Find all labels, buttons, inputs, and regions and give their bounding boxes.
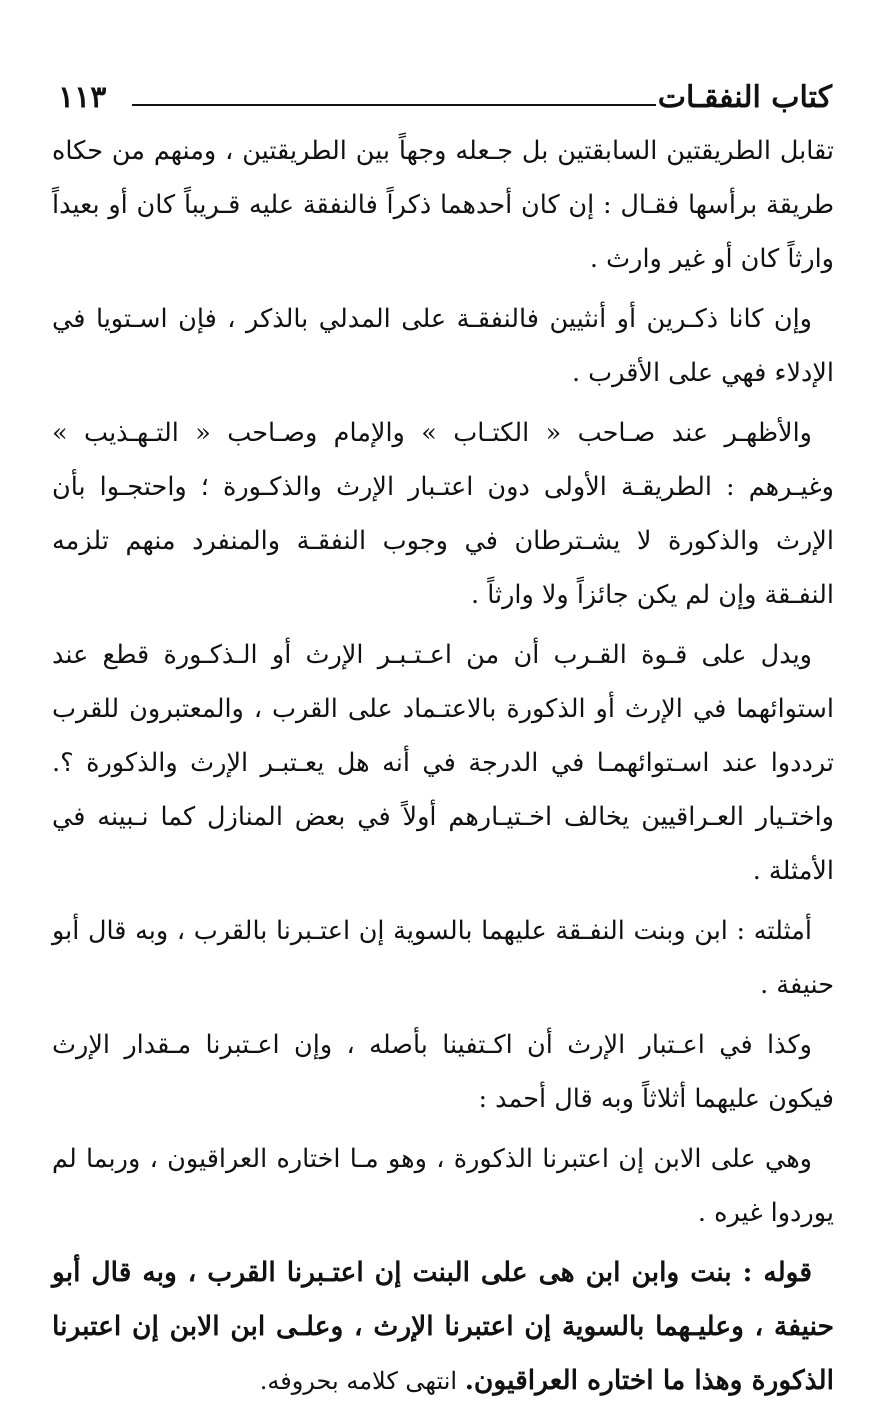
page-header (52, 78, 834, 124)
paragraph-final (52, 1246, 834, 1408)
closing-remark: انتهى كلامه بحروفه. (259, 1367, 465, 1395)
paragraph-3: والأظهـر عند صـاحب « الكتـاب » والإمام وصـاحب « التـهـذيب » وغيـرهم : الطريقـة الأولى دون اعتـبار الإرث والذكـورة ؛ واحتجـوا بأن الإرث والذكورة لا يشـترطان في وجوب النفقـة والمنفرد منهم تلزمه النفـقة وإن لم يكن جائزاً ولا وارثاً . (52, 418, 834, 610)
paragraph-1: تقابل الطريقتين السابقتين بل جـعله وجهاً بين الطريقتين ، ومنهم من حكاه طريقة برأسها فقـال : إن كان أحدهما ذكراً فالنفقة عليه قـريباً كان أو بعيداً وارثاً كان أو غير وارث . (52, 136, 834, 274)
paragraph-2: وإن كانا ذكـرين أو أنثيين فالنفقـة على المدلي بالذكر ، فإن اسـتويا في الإدلاء فهي على الأقرب . (52, 304, 834, 388)
paragraph-6: وكذا في اعـتبار الإرث أن اكـتفينا بأصله ، وإن اعـتبرنا مـقدار الإرث فيكون عليهما أثلاثاً وبه قال أحمد : (52, 1030, 834, 1114)
header-rule (132, 104, 656, 106)
paragraph-7: وهي على الابن إن اعتبرنا الذكورة ، وهو مـا اختاره العراقيون ، وربما لم يوردوا غيره . (52, 1144, 834, 1228)
running-title: كتاب النفقـات (657, 80, 832, 115)
body-text (52, 124, 834, 1408)
page-number: ١١٣ (58, 80, 107, 115)
paragraph-4: ويدل على قـوة القـرب أن من اعـتـبـر الإرث أو الـذكـورة قطع عند استوائهما في الإرث أو الذكورة بالاعتـماد على القرب ، والمعتبرون للقرب ترددوا عند اسـتوائهمـا في الدرجة في أنه هل يعـتبـر الإرث والذكورة ؟. واختـيار العـراقيين يخالف اخـتيـارهم أولاً في بعض المنازل كما نـبينه في الأمثلة . (52, 640, 834, 886)
quoted-text: قوله : بنت وابن ابن هى على البنت إن اعتـبرنا القرب ، وبه قال أبو حنيفة ، وعليـهما بالسوية إن اعتبرنا الإرث ، وعلـى ابن الابن إن اعتبرنا الذكورة وهذا ما اختاره العراقيون. (52, 1257, 834, 1396)
paragraph-5: أمثلته : ابن وبنت النفـقة عليهما بالسوية إن اعتـبرنا بالقرب ، وبه قال أبو حنيفة . (52, 916, 834, 1000)
document-page (52, 78, 834, 1414)
